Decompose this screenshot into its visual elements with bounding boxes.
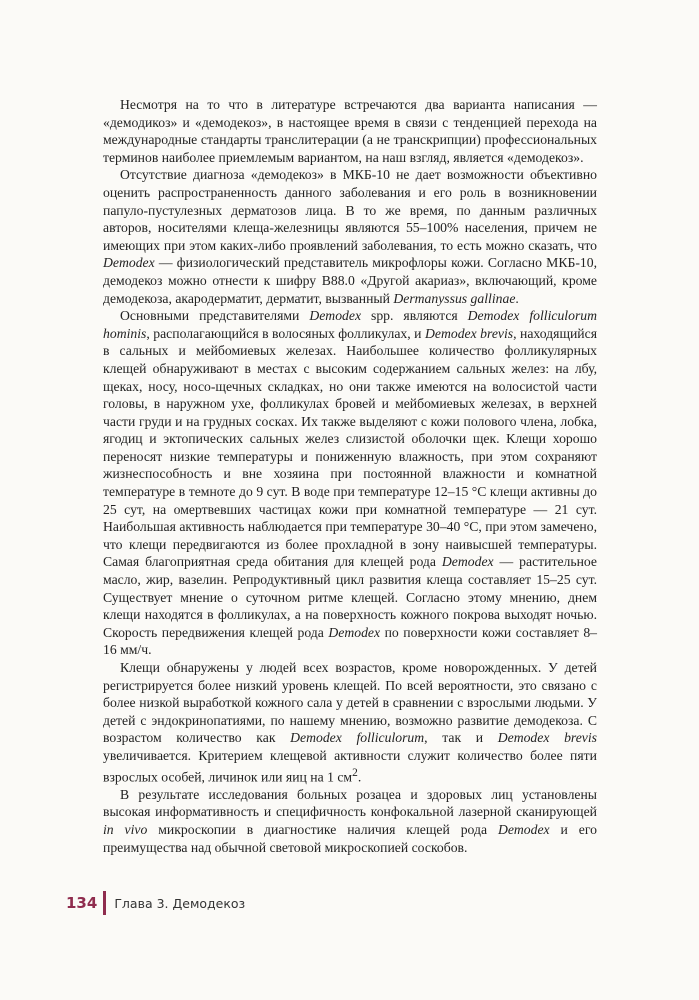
chapter-title: Глава 3. Демодекоз — [114, 895, 246, 911]
paragraph-icd10: Отсутствие диагноза «демодекоз» в МКБ-10 не дает возможности объективно оценить распространенность данного заболевания и его роль в возникновении папуло-пустулезных дерматозов лица. В то же время, по данным различных авторов, носителями клеща-железницы являются 55–100% населения, причем не имеющих при этом каких-либо проявлений заболевания, то есть можно сказать, что Demodex — физиологический представитель микрофлоры кожи. Согласно МКБ-10, демодекоз можно отнести к шифру B88.0 «Другой акариаз», включающий, кроме демодекоза, акародерматит, дерматит, вызванный Dermanyssus gallinae. — [103, 167, 597, 306]
paragraph-microscopy: В результате исследования больных розацеа и здоровых лиц установлены высокая информативность и специфичность конфокальной лазерной сканирующей in vivo микроскопии в диагностике наличия клещей рода Demodex и его преимущества над обычной световой микроскопией соскобов. — [103, 786, 597, 855]
body-text — [103, 96, 597, 856]
page-footer — [66, 891, 245, 915]
footer-divider — [103, 891, 106, 915]
paragraph-spelling: Несмотря на то что в литературе встречаются два варианта написания — «демодикоз» и «демодекоз», в настоящее время в связи с тенденцией перехода на международные стандарты транслитерации (а не транскрипции) профессиональных терминов наиболее приемлемым вариантом, на наш взгляд, является «демодекоз». — [103, 97, 597, 165]
paragraph-species: Основными представителями Demodex spp. являются Demodex folliculorum hominis, располагающийся в волосяных фолликулах, и Demodex brevis, находящийся в сальных и мейбомиевых железах. Наибольшее количество фолликулярных клещей обнаруживают в местах с высоким содержанием сальных желез: на лбу, щеках, носу, носо-щечных складках, но они также имеются на волосистой части головы, в наружном ухе, фолликулах бровей и мейбомиевых железах, в верхней части груди и на грудных сосках. Их также выделяют с кожи полового члена, лобка, ягодиц и эктопических сальных желез слизистой оболочки щек. Клещи хорошо переносят низкие температуры и пониженную влажность, при этом сохраняют жизнеспособность и вне хозяина при постоянной влажности и комнатной температуре в темноте до 9 сут. В воде при температуре 12–15 °C клещи активны до 25 сут, на омертвевших частицах кожи при комнатной температуре — 21 сут. Наибольшая активность наблюдается при температуре 30–40 °C, при этом замечено, что клещи передвигаются из более прохладной в зону наивысшей температуры. Самая благоприятная среда обитания для клещей рода Demodex — растительное масло, жир, вазелин. Репродуктивный цикл развития клеща составляет 15–25 сут. Существует мнение о суточном ритме клещей. Согласно этому мнению, днем клещи находятся в фолликулах, а на поверхность кожного покрова выходят ночью. Скорость передвижения клещей рода Demodex по поверхности кожи составляет 8–16 мм/ч. — [103, 308, 598, 658]
page-number: 134 — [66, 894, 98, 912]
paragraph-age: Клещи обнаружены у людей всех возрастов, кроме новорожденных. У детей регистрируется более низкий уровень клещей. По всей вероятности, это связано с более низкой выработкой кожного сала у детей в сравнении с взрослыми людьми. У детей с эндокринопатиями, по нашему мнению, возможно развитие демодекоза. С возрастом количество как Demodex folliculorum, так и Demodex brevis увеличивается. Критерием клещевой активности служит количество более пяти взрослых особей, личинок или яиц на 1 $см^2$. — [103, 660, 598, 785]
